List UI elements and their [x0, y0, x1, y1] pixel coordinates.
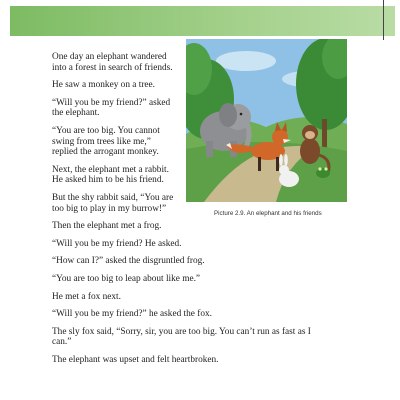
- crop-mark: [383, 0, 384, 40]
- story-paragraph: But the shy rabbit said, “You are too big to play in my burrow!”: [52, 192, 174, 214]
- story-paragraph: The elephant was upset and felt heartbroken.: [52, 354, 219, 365]
- story-paragraph: “Will you be my friend?” he asked the fox.: [52, 309, 212, 320]
- story-paragraph: “How can I?” asked the disgruntled frog.: [52, 256, 205, 267]
- story-paragraph: “You are too big to leap about like me.”: [52, 273, 201, 284]
- story-paragraph: Then the elephant met a frog.: [52, 221, 162, 232]
- illustration-scene: [186, 39, 347, 202]
- story-paragraph: One day an elephant wandered into a forest in search of friends.: [52, 52, 173, 73]
- story-paragraph: “Will you be my friend? He asked.: [52, 238, 182, 249]
- cloud: [216, 51, 276, 71]
- story-paragraph: “Will you be my friend?” asked the elephant.: [52, 97, 171, 119]
- header-band: [10, 6, 395, 36]
- story-illustration: [186, 39, 347, 202]
- story-paragraph: He saw a monkey on a tree.: [52, 80, 156, 91]
- story-paragraph: He met a fox next.: [52, 291, 121, 302]
- story-paragraph: Next, the elephant met a rabbit. He asked him to be his friend.: [52, 164, 169, 186]
- story-paragraph: “You are too big. You cannot swing from trees like me,” replied the arrogant monkey.: [52, 125, 160, 158]
- story-paragraph: The sly fox said, “Sorry, sir, you are too big. You can’t run as fast as I can.”: [52, 326, 311, 348]
- figure-caption: Picture 2.9. An elephant and his friends: [214, 210, 322, 217]
